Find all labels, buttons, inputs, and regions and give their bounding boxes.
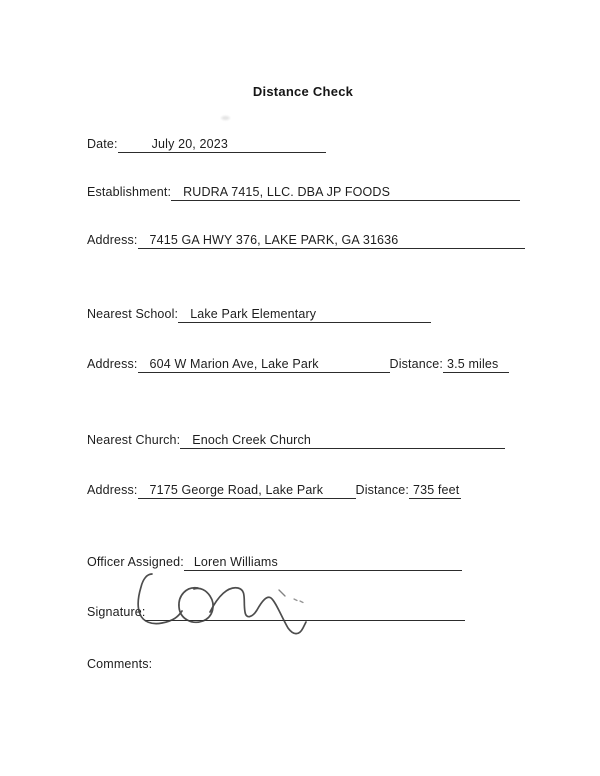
church-address-value: 7175 George Road, Lake Park	[149, 483, 324, 497]
signature-stroke	[179, 588, 213, 622]
school-distance-line	[443, 357, 509, 373]
nearest-church-line	[180, 433, 505, 449]
nearest-church-label: Nearest Church:	[87, 433, 181, 447]
signature-stroke	[294, 599, 303, 603]
date-label: Date:	[87, 137, 118, 151]
school-distance-label: Distance:	[389, 357, 443, 371]
scan-smudge-artifact	[221, 116, 230, 120]
establishment-label: Establishment:	[87, 185, 172, 199]
officer-assigned-label: Officer Assigned:	[87, 555, 184, 569]
nearest-school-row	[87, 307, 431, 323]
officer-assigned-value: Loren Williams	[193, 555, 278, 569]
establishment-address-value: 7415 GA HWY 376, LAKE PARK, GA 31636	[149, 233, 399, 247]
church-address-label: Address:	[87, 483, 138, 497]
date-row	[87, 137, 326, 153]
school-address-line	[138, 357, 390, 373]
nearest-school-line	[178, 307, 431, 323]
nearest-school-value: Lake Park Elementary	[190, 307, 317, 321]
church-distance-line	[409, 483, 461, 499]
school-distance-value: 3.5 miles	[447, 357, 499, 371]
comments-label: Comments:	[87, 657, 153, 671]
comments-row	[87, 657, 152, 672]
school-address-value: 604 W Marion Ave, Lake Park	[149, 357, 319, 371]
church-distance-label: Distance:	[355, 483, 409, 497]
establishment-address-label: Address:	[87, 233, 138, 247]
nearest-church-value: Enoch Creek Church	[192, 433, 311, 447]
signature-label: Signature:	[87, 605, 146, 619]
establishment-address-row	[87, 233, 525, 249]
form-title: Distance Check	[252, 84, 354, 99]
establishment-line	[171, 185, 520, 201]
school-address-label: Address:	[87, 357, 138, 371]
signature-image	[128, 568, 318, 643]
establishment-address-line	[138, 233, 525, 249]
school-address-row	[87, 357, 509, 373]
signature-stroke	[210, 588, 306, 634]
church-distance-value: 735 feet	[413, 483, 460, 497]
date-line	[118, 137, 326, 153]
signature-stroke	[138, 574, 182, 624]
establishment-value: RUDRA 7415, LLC. DBA JP FOODS	[183, 185, 391, 199]
nearest-school-label: Nearest School:	[87, 307, 179, 321]
church-address-row	[87, 483, 461, 499]
church-address-line	[138, 483, 356, 499]
date-value: July 20, 2023	[151, 137, 228, 151]
signature-stroke	[279, 590, 285, 596]
nearest-church-row	[87, 433, 505, 449]
establishment-row	[87, 185, 520, 201]
